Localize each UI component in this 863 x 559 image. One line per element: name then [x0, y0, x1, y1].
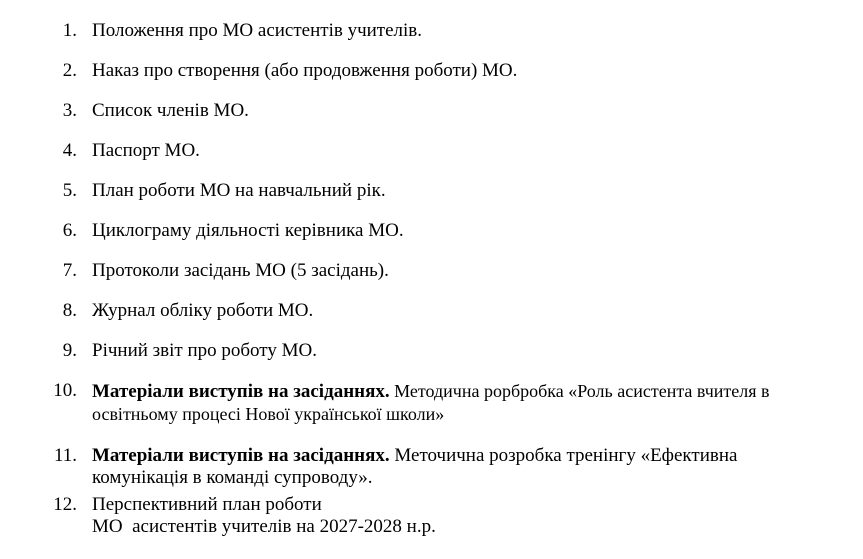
- list-item-line: МО асистентів учителів на 2027-2028 н.р.: [92, 516, 436, 537]
- list-item-number: 3.: [62, 100, 77, 121]
- list-item-text: Циклограму діяльності керівника МО.: [92, 220, 404, 241]
- list-item-number: 1.: [62, 20, 77, 41]
- list-item-line: Перспективний план роботи: [92, 494, 322, 515]
- list-item-description-continued: комунікація в команді супроводу».: [92, 467, 373, 488]
- list-item-text: Положення про МО асистентів учителів.: [92, 20, 423, 41]
- list-item-text: Річний звіт про роботу МО.: [92, 340, 317, 361]
- list-item-number: 5.: [62, 180, 77, 201]
- list-item-number: 4.: [62, 140, 77, 161]
- list-item-number: 12.: [53, 494, 77, 515]
- list-item-text: Наказ про створення (або продовження роботи) МО.: [92, 60, 518, 81]
- list-item-number: 9.: [62, 340, 77, 361]
- list-item-number: 7.: [62, 260, 77, 281]
- list-item-text: [92, 494, 827, 538]
- list-item-number: 8.: [62, 300, 77, 321]
- list-item-number: 11.: [53, 445, 77, 466]
- list-item-number: 10.: [53, 380, 77, 401]
- list-item-text: [92, 380, 827, 425]
- list-item-text: План роботи МО на навчальний рік.: [92, 180, 386, 201]
- list-item-bold-label: Матеріали виступів на засіданнях.: [92, 381, 390, 402]
- list-item-bold-label: Матеріали виступів на засіданнях.: [92, 445, 390, 466]
- list-item-text: Журнал обліку роботи МО.: [92, 300, 314, 321]
- list-item-number: 2.: [62, 60, 77, 81]
- list-item-description: Методична рорбробка «Роль асистента вчителя в: [389, 381, 770, 401]
- list-item-text: Протоколи засідань МО (5 засідань).: [92, 260, 389, 281]
- list-item-text: [92, 445, 827, 489]
- list-item-description-continued: освітньому процесі Нової української школи»: [92, 404, 445, 424]
- list-item-text: Паспорт МО.: [92, 140, 200, 161]
- list-item-number: 6.: [62, 220, 77, 241]
- list-item-text: Список членів МО.: [92, 100, 249, 121]
- list-item-description: Меточична розробка тренінгу «Ефективна: [389, 445, 738, 466]
